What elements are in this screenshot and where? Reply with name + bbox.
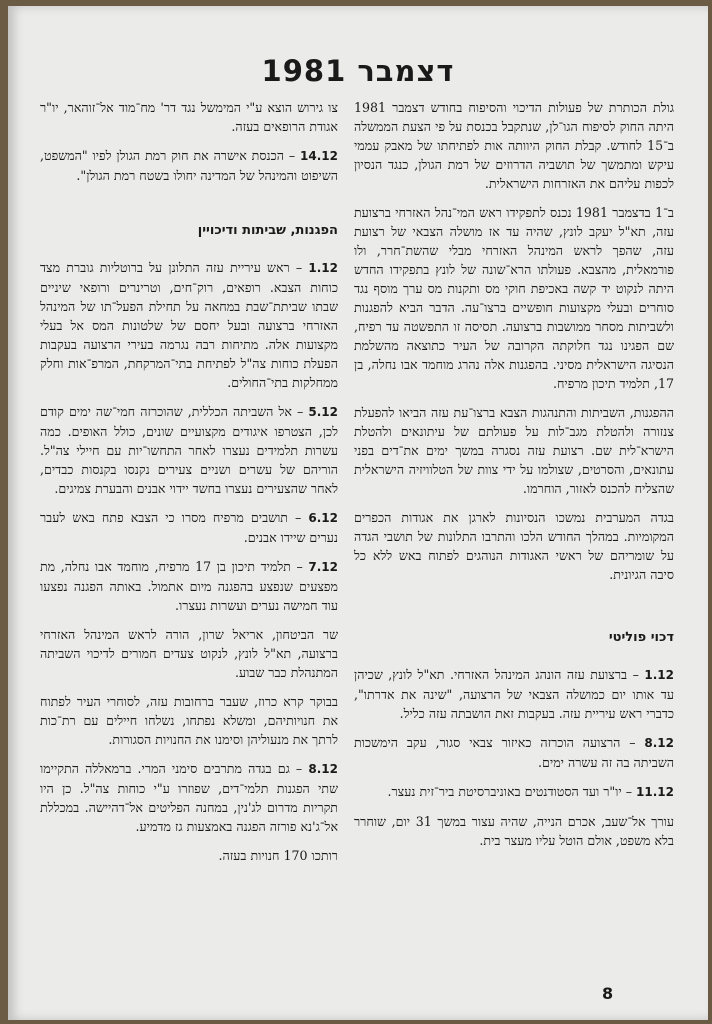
page-number: 8 — [602, 984, 614, 1003]
entry-text: – תלמיד תיכון בן 17 מרפיח, מוחמד אבו נחלה, מת מפצעים שנפצע בהפגנה מיום אתמול. באותה הפגנה נפצעו עוד חמישה נערים ועשרות נעצרו. — [40, 559, 338, 613]
entry-text: – ברצועת עזה הונהג המינהל האזרחי. תא"ל לונץ, שכיהן עד אותו יום כמושלה הצבאי של הרצועה, "שינה את אדרתו", כדברי ראש עיריית עזה. בעקבות זאת הושבתה עזה כליל. — [354, 667, 674, 721]
entry-text: – גם בגדה מתרבים סימני המרי. ברמאללה התקיימו שתי הפגנות תלמי־דים, שפוזרו ע"י כוחות צה"ל. כן היו תקריות מדרום לג'נין, במחנה הפליטים אל־דהיישה. במכללת אל־ג'נא פורזה הפגנה באמצעות גז מדמיע. — [40, 761, 338, 834]
entry-text: – ראש עיריית עזה התלונן על ברוטליות גוברת מצד כוחות הצבא. רופאים, רוק־חים, וטרינרים ורופאי שיניים שבתו שביתת־שבת במחאה על תחילת הפעל־תו של המינהל האזרחי ברצועה ובעל יחסם של שלטונות המס אל בעלי מקצועות אלה. מתיחות רבה נגרמה בעירי הרצועה בעקבות הפעלת כוחות צה"ל לפתיחת בתי־המרקחת, המרפ־אות וחלק ממחלקות בתי־החולים. — [40, 260, 338, 390]
dated-entry — [40, 508, 338, 547]
entry-date: 8.12 — [644, 736, 674, 750]
dated-entry — [40, 557, 338, 615]
section-heading-political: דכוי פוליטי — [608, 630, 674, 645]
entry-date: 1.12 — [644, 668, 674, 682]
paragraph: גולת הכותרת של פעולות הדיכוי והסיפוח בחודש דצמבר 1981 היתה החוק לסיפוח הגו־לן, שנתקבל בכנסת על פי הצעת הממשלה ב־15 לחודש. קבלת החוק היוותה אות לפתיחתו של מאבק עממי עיקש ומתמשך של תושביה הדרוזים של רמת הגולן, כנגד הנסיון לכפות עליהם את האזרחות הישראלית. — [354, 100, 674, 191]
right-column — [354, 98, 674, 860]
page-title: דצמבר 1981 — [261, 54, 455, 88]
entry-date: 11.12 — [636, 785, 674, 799]
entry-date: 1.12 — [308, 261, 338, 275]
dated-entry — [40, 846, 338, 865]
dated-entry — [354, 812, 674, 850]
dated-entry — [40, 759, 338, 836]
entry-date: 7.12 — [308, 560, 338, 574]
dated-entry — [40, 258, 338, 392]
dated-entry — [40, 146, 338, 185]
entry-text: צו גירוש הוצא ע"י המימשל נגד דר' מח־מוד אל־זוהאר, יו"ר אגודת הרופאים בעזה. — [40, 100, 338, 134]
dated-entry — [40, 692, 338, 749]
entry-date: 5.12 — [308, 405, 338, 419]
section-heading-demonstrations: הפגנות, שביתות ודיכויין — [197, 223, 338, 238]
paragraph: בגדה המערבית נמשכו הנסיונות לארגן את אגודות הכפרים המקומיות. במהלך החודש הלכו והתרבו התלונות של תושבי הגדה על שומריהם של ראשי האגודות הנוהגים לפתוח באש ללא כל סיבה הגיונית. — [354, 510, 674, 582]
entry-text: – יו"ר ועד הסטודנטים באוניברסיטת ביר־זית נעצר. — [387, 784, 633, 799]
entry-text: בבוקר קרא כרוז, שעבר ברחובות עזה, לסוחרי העיר לפתוח את חנויותיהם, ומשלא נפתחו, נשלחו חיילים עם רת־כות לרתך את מנעוליהן וסימנו את החנויות הסגורות. — [40, 694, 338, 747]
dated-entry — [40, 402, 338, 498]
entry-text: – הרצועה הוכרזה כאיזור צבאי סגור, עקב הימשכות השביתה בה זה עשרה ימים. — [354, 735, 674, 770]
dated-entry — [40, 625, 338, 682]
entry-date: 8.12 — [308, 762, 338, 776]
document-page — [8, 6, 708, 1020]
entry-date: 14.12 — [300, 149, 338, 163]
left-column — [40, 98, 338, 875]
entry-text: עורך אל־שעב, אכרם הנייה, שהיה עצור במשך 31 יום, שוחרר בלא משפט, אולם הוטל עליו מעצר בית. — [354, 814, 674, 848]
entry-text: רותכו 170 חנויות בעזה. — [218, 848, 338, 863]
entry-text: – תושבים מרפיח מסרו כי הצבא פתח באש לעבר נערים שיידו אבנים. — [40, 510, 338, 545]
entry-text: – אל השביתה הכללית, שהוכרזה חמי־שה ימים קודם לכן, הצטרפו איגודים מקצועיים שונים, כולל האופים. כמה עשרות תלמידים נעצרו לאחר התחשו־יות עם חיילי צה"ל. הוריהם של עשרים ושניים צעירים נקנסו בקנסות כבדים, לאחר שהצעירים נעצרו בחשד יידוי אבנים והבערת צמיגים. — [40, 404, 338, 496]
paragraph: ב־1 בדצמבר 1981 נכנס לתפקידו ראש המי־נהל האזרחי ברצועת עזה, תא"ל יעקב לונץ, שהיה עד אז מושלה הצבאי של רצועת עזה, שהפך לראש המינהל האזרחי מבלי שהשת־חרר, ולו פורמאלית, מהצבא. פעולתו הרא־שונה של לונץ בתפקידו החדש היתה לנקוט יד קשה באכיפת חוקי מס ותקנות מס ערך מוסף נגד סוחרים ובעלי מקצועות חופשיים ברצו־עה. הדבר הביא להפגנות ולשביתות מסחר ממושבות ברצועה. תסיסה זו התפשטה עד רפיח, שם הפגינו נגד חלוקתה הקרובה של העיר כתוצאה מהשלמת הנסיגה הישראלית מסיני. בהפגנות אלה נהרג מוחמד אבו נחלה, בן 17, תלמיד תיכון מרפיח. — [354, 205, 674, 391]
entry-date: 6.12 — [308, 511, 338, 525]
entry-text: שר הביטחון, אריאל שרון, הורה לראש המינהל האזרחי ברצועה, תא"ל לונץ, לנקוט צעדים חמורים לדיכוי השביתה המתנהלת כבר שבוע. — [40, 627, 338, 680]
entry-text: – הכנסת אישרה את חוק רמת הגולן לפיו "המשפט, השיפוט והמינהל של המדינה יחולו בשטח רמת הגולן". — [40, 148, 338, 183]
dated-entry — [354, 665, 674, 723]
dated-entry — [354, 733, 674, 772]
dated-entry — [354, 782, 674, 802]
dated-entry — [40, 98, 338, 136]
paragraph: ההפגנות, השביתות והתנהגות הצבא ברצו־עת עזה הביאו להפעלת צנזורה ולהטלת מגב־לות על פעולתם של עיתונאים ולהטלת הישרא־לית שם. רצועת עזה נסגרה במשך ימים את־דים בפני עתונאים, והסרטים, שצולמו על ידי צוות של הטלוויזיה הישראלית שהצליח להכנס לאזור, הוחרמו. — [354, 405, 674, 496]
